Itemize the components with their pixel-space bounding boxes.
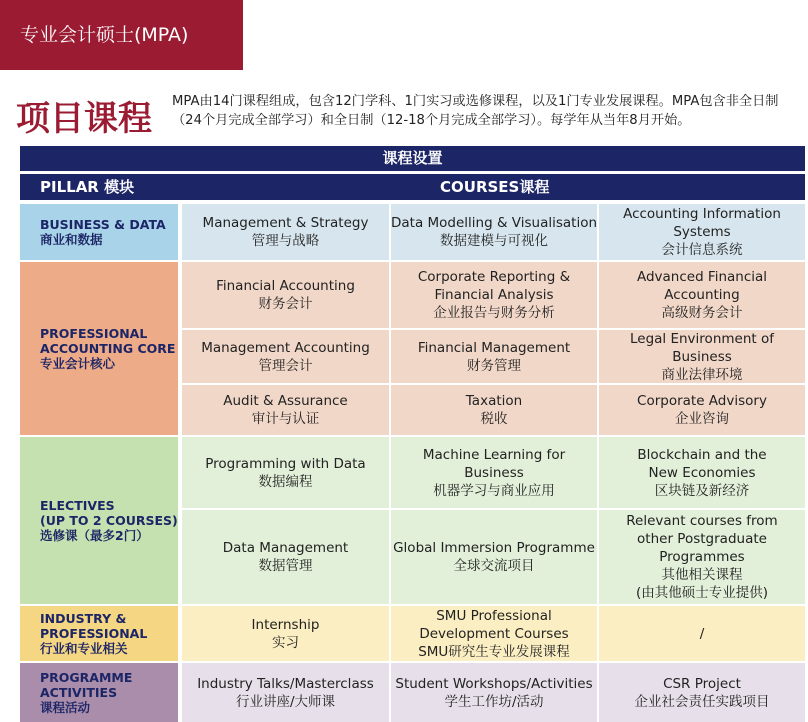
pillar-label-line: PROFESSIONAL [40,626,148,641]
pillar-label-line: 课程活动 [40,700,91,715]
course-text-line: 企业咨询 [675,411,729,427]
page-banner: 专业会计硕士(MPA) [0,0,243,70]
pillar-label-line: INDUSTRY & [40,611,127,626]
course-text-line: Machine Learning for Business [422,446,566,481]
pillar-label-line: ELECTIVES [40,498,115,513]
course-cell [182,330,389,383]
pillar-cell [20,606,178,661]
course-text-line: 机器学习与商业应用 [433,482,555,499]
course-text-line: (由其他硕士专业提供) [635,585,769,601]
course-text-line: 管理会计 [258,357,313,374]
course-text-line: 全球交流项目 [453,558,535,574]
pillar-label-line: 专业会计核心 [40,356,116,371]
pillar-label-line: ACTIVITIES [40,685,118,700]
intro-text: MPA由14门课程组成，包含12门学科、1门实习或选修课程，以及1门专业发展课程。MPA包含非全日制（24个月完成全部学习）和全日制（12-18个月完成全部学习）。每学年从当年8月开始。 [172,94,779,128]
course-text-line: 财务会计 [258,296,313,312]
course-text-line: 税收 [480,411,508,427]
course-text-line: 企业社会责任实践项目 [634,693,770,710]
course-text-line: Blockchain and the [637,446,767,463]
course-text-line: CSR Project [663,675,741,692]
course-cell [599,663,805,722]
course-cell [182,606,389,661]
course-text-line: SMU研究生专业发展课程 [418,643,570,660]
course-text-line: Management & Strategy [202,215,369,231]
course-text-line: Industry Talks/Masterclass [197,675,374,692]
pillar-label-line: BUSINESS & DATA [40,217,166,232]
course-text-line: Audit & Assurance [223,393,348,409]
course-text-line: 企业报告与财务分析 [433,305,555,321]
course-cell [391,262,597,328]
course-text-line: Management Accounting [201,339,370,356]
course-cell [599,606,805,661]
course-text-line: 实习 [272,634,299,651]
course-text-line: Internship [251,616,320,633]
course-cell [182,510,389,604]
course-cell [599,204,805,260]
course-text-line: 数据建模与可视化 [440,233,548,249]
course-text-line: / [699,625,705,642]
pillar-label-line: 商业和数据 [40,232,103,247]
course-text-line: Corporate Reporting & [417,269,571,285]
course-text-line: 区块链及新经济 [654,482,750,499]
course-cell [391,663,597,722]
course-cell [599,330,805,383]
course-cell [599,262,805,328]
course-text-line: New Economies [648,464,756,481]
course-text-line: Student Workshops/Activities [395,675,593,692]
course-text-line: Relevant courses from [626,513,778,529]
course-text-line: other Postgraduate Programmes [637,531,767,565]
course-text-line: 数据管理 [258,558,313,574]
course-text-line: 管理与战略 [251,233,320,249]
course-cell [391,510,597,604]
pillar-label-line: 行业和专业相关 [40,641,128,656]
course-cell [391,385,597,435]
course-cell [182,663,389,722]
course-text-line: SMU Professional [436,607,552,624]
pillar-column-header: PILLAR 模块 [40,178,135,196]
course-text-line: Financial Management [417,339,571,356]
course-text-line: Financial Accounting [216,278,355,294]
course-text-line: 商业法律环境 [661,366,743,383]
course-cell [599,385,805,435]
course-text-line: Corporate Advisory [637,393,767,409]
course-text-line: Data Modelling & Visualisation [391,215,598,231]
course-text-line: 会计信息系统 [661,242,743,258]
course-text-line: 审计与认证 [251,411,320,427]
course-text-line: 高级财务会计 [661,305,743,321]
course-text-line: Global Immersion Programme [393,540,595,556]
course-text-line: 数据编程 [258,473,313,490]
pillar-cell [20,663,178,722]
course-cell [182,437,389,508]
course-text-line: 学生工作坊/活动 [444,693,544,710]
course-cell [391,437,597,508]
course-text-line: Taxation [465,393,523,409]
courses-column-header: COURSES课程 [440,178,550,196]
course-text-line: Programming with Data [205,455,366,472]
course-text-line: Advanced Financial Accounting [636,269,768,303]
course-text-line: Financial Analysis [434,287,554,303]
course-cell [182,385,389,435]
course-text-line: 行业讲座/大师课 [235,693,336,710]
pillar-cell [20,262,178,435]
table-header-row [20,174,805,200]
course-text-line: Development Courses [419,625,569,642]
section-title: 项目课程 [16,99,152,139]
table-caption: 课程设置 [20,146,805,171]
course-cell [391,606,597,661]
course-text-line: 财务管理 [467,357,521,374]
course-cell [391,204,597,260]
course-cell [182,262,389,328]
course-cell [182,204,389,260]
course-text-line: Data Management [222,540,349,556]
course-cell [599,437,805,508]
course-cell [599,510,805,604]
pillar-label-line: PROFESSIONAL [40,326,148,341]
pillar-label-line: 选修课（最多2门） [40,528,149,543]
course-cell [391,330,597,383]
pillar-cell [20,204,178,260]
course-text-line: Legal Environment of Business [630,330,774,365]
course-text-line: Accounting Information Systems [623,206,781,240]
pillar-label-line: ACCOUNTING CORE [40,341,176,356]
course-text-line: 其他相关课程 [661,567,743,583]
pillar-label-line: PROGRAMME [40,670,133,685]
pillar-label-line: (UP TO 2 COURSES) [40,513,178,528]
pillar-cell [20,437,178,604]
